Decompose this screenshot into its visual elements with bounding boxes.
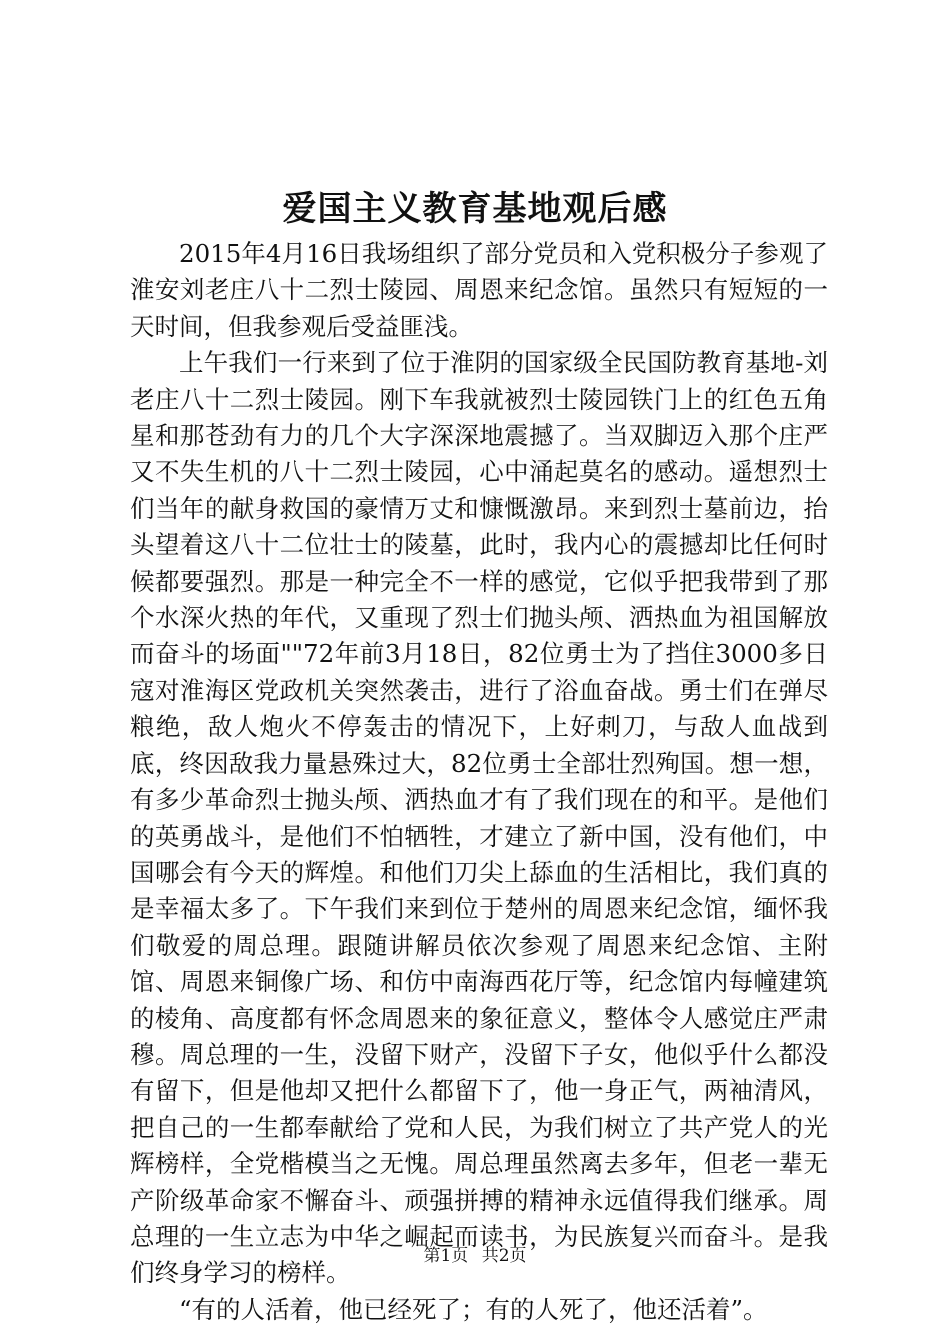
page-footer bbox=[0, 1245, 950, 1267]
paragraph-intro: 2015年4月16日我场组织了部分党员和入党积极分子参观了淮安刘老庄八十二烈士陵园、周恩来纪念馆。虽然只有短短的一天时间，但我参观后受益匪浅。 bbox=[130, 239, 828, 341]
page-number: 第1页 bbox=[423, 1246, 469, 1266]
document-body bbox=[130, 236, 828, 1328]
paragraph-main: 上午我们一行来到了位于淮阴的国家级全民国防教育基地-刘老庄八十二烈士陵园。刚下车我就被烈士陵园铁门上的红色五角星和那苍劲有力的几个大字深深地震撼了。当双脚迈入那个庄严又不失生机的八十二烈士陵园，心中涌起莫名的感动。遥想烈士们当年的献身救国的豪情万丈和慷慨激昂。来到烈士墓前边，抬头望着这八十二位壮士的陵墓，此时，我内心的震撼却比任何时候都要强烈。那是一种完全不一样的感觉，它似乎把我带到了那个水深火热的年代，又重现了烈士们抛头颅、洒热血为祖国解放而奋斗的场面""72年前3月18日，82位勇士为了挡住3000多日寇对淮海区党政机关突然袭击，进行了浴血奋战。勇士们在弹尽粮绝，敌人炮火不停轰击的情况下，上好刺刀，与敌人血战到底，终因敌我力量悬殊过大，82位勇士全部壮烈殉国。想一想，有多少革命烈士抛头颅、洒热血才有了我们现在的和平。是他们的英勇战斗，是他们不怕牺牲，才建立了新中国，没有他们，中国哪会有今天的辉煌。和他们刀尖上舔血的生活相比，我们真的是幸福太多了。下午我们来到位于楚州的周恩来纪念馆，缅怀我们敬爱的周总理。跟随讲解员依次参观了周恩来纪念馆、主附馆、周恩来铜像广场、和仿中南海西花厅等，纪念馆内每幢建筑的棱角、高度都有怀念周恩来的象征意义，整体令人感觉庄严肃穆。周总理的一生，没留下财产，没留下子女，他似乎什么都没有留下，但是他却又把什么都留下了，他一身正气，两袖清风，把自己的一生都奉献给了党和人民，为我们树立了共产党人的光辉榜样，全党楷模当之无愧。周总理虽然离去多年，但老一辈无产阶级革命家不懈奋斗、顽强拼搏的精神永远值得我们继承。周总理的一生立志为中华之崛起而读书，为民族复兴而奋斗。是我们终身学习的榜样。 bbox=[130, 348, 829, 1288]
page-total: 共2页 bbox=[481, 1246, 527, 1266]
document-title: 爱国主义教育基地观后感 bbox=[282, 189, 668, 229]
paragraph-quote: “有的人活着，他已经死了；有的人死了，他还活着”。 bbox=[179, 1294, 768, 1324]
